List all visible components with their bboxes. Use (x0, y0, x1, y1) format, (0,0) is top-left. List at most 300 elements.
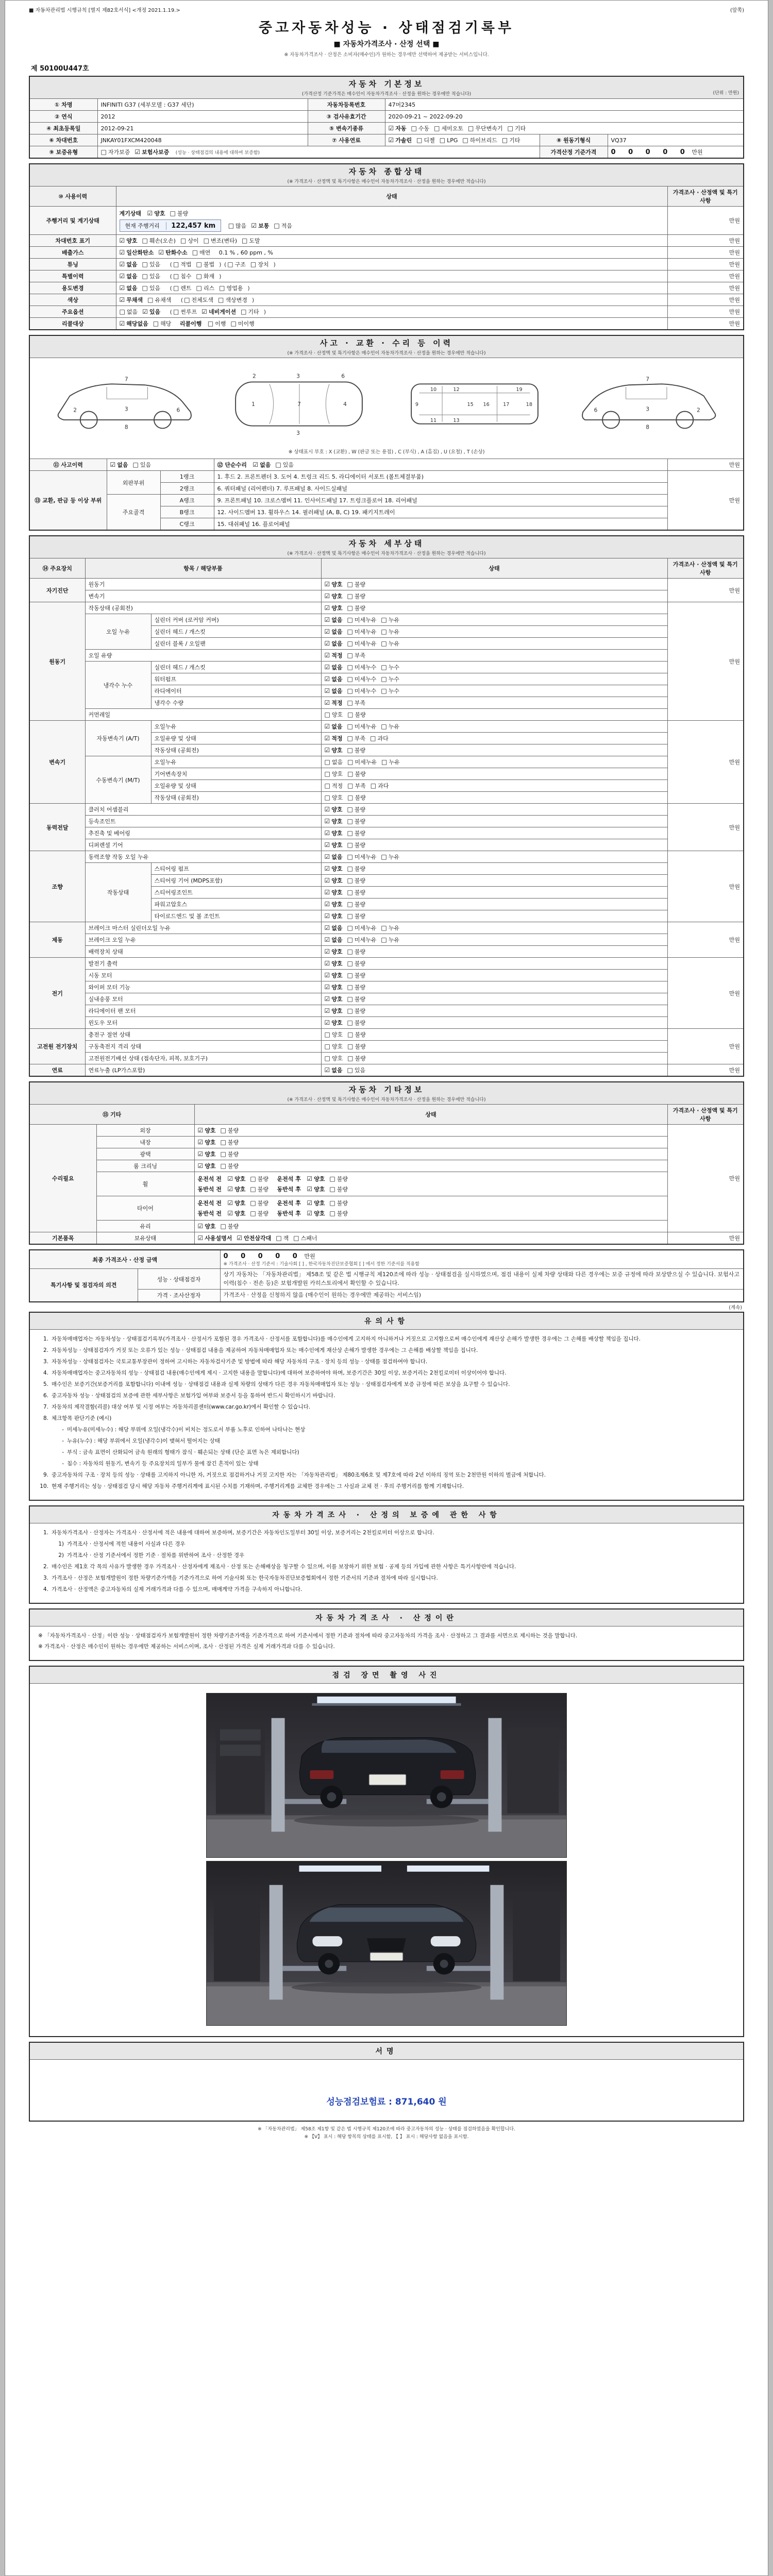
item-label: 내장 (96, 1137, 194, 1148)
checkbox-icon: □ (439, 137, 446, 144)
checkbox-checked[interactable] (120, 319, 148, 328)
checkbox-unchecked[interactable] (347, 663, 377, 671)
checkbox-label: 불량 (354, 581, 366, 588)
checkbox-checked[interactable] (120, 260, 138, 268)
checkbox-checked[interactable] (325, 580, 343, 588)
checkbox-unchecked[interactable] (347, 782, 366, 790)
checkbox-unchecked[interactable] (325, 782, 343, 790)
checkbox-checked[interactable] (198, 1126, 216, 1134)
price-cell: 만원 (667, 851, 744, 922)
checkbox-unchecked[interactable] (275, 461, 294, 469)
checkbox-icon: ☑ (119, 261, 125, 268)
checkbox-checked[interactable] (201, 308, 236, 316)
checkbox-label: 불량 (257, 1210, 268, 1217)
checkbox-unchecked[interactable] (250, 1175, 268, 1183)
checkbox-label: 불량 (354, 972, 366, 979)
checkbox-unchecked[interactable] (347, 639, 377, 648)
checkbox-checked[interactable] (307, 1185, 325, 1193)
checkbox-unchecked[interactable] (411, 124, 430, 132)
checkbox-checked[interactable] (325, 912, 343, 920)
checkbox-label: 적정 (331, 700, 343, 706)
checkbox-icon: ☑ (147, 210, 153, 217)
svg-text:6: 6 (341, 372, 345, 380)
checkbox-checked[interactable] (110, 461, 128, 469)
checkbox-checked[interactable] (198, 1222, 216, 1230)
checkbox-unchecked[interactable] (221, 1150, 239, 1158)
checkbox-checked[interactable] (227, 1185, 245, 1193)
checkbox-unchecked[interactable] (219, 284, 243, 292)
item-label: 스티어링조인트 (151, 887, 321, 899)
checkbox-unchecked[interactable] (120, 308, 138, 316)
checkbox-unchecked[interactable] (325, 770, 343, 778)
price-cell: 만원 (667, 804, 744, 851)
checkbox-unchecked[interactable] (381, 924, 399, 932)
checkbox-unchecked[interactable] (347, 1019, 366, 1027)
checkbox-checked[interactable] (158, 248, 187, 257)
checkbox-icon: □ (180, 237, 187, 244)
checkbox-checked[interactable] (120, 272, 138, 280)
checkbox-icon: ☑ (227, 1175, 233, 1182)
checkbox-label: 잭 (283, 1235, 289, 1242)
checkbox-label: 없음 (331, 1067, 343, 1074)
checkbox-checked[interactable] (325, 983, 343, 991)
price-cell: 만원 (667, 318, 744, 330)
checkbox-icon: □ (381, 687, 387, 694)
checkbox-icon: □ (347, 770, 354, 777)
checkbox-checked[interactable] (325, 853, 343, 861)
svg-text:9: 9 (415, 401, 418, 408)
checkbox-label: 없음 (126, 309, 138, 315)
checkbox-unchecked[interactable] (347, 888, 366, 896)
checkbox-unchecked[interactable] (173, 272, 192, 280)
checkbox-unchecked[interactable] (381, 853, 399, 861)
checkbox-unchecked[interactable] (250, 1199, 268, 1207)
checkbox-unchecked[interactable] (242, 236, 260, 245)
checkbox-checked[interactable] (389, 124, 407, 132)
checkbox-checked[interactable] (142, 308, 160, 316)
checkbox-checked[interactable] (389, 136, 412, 144)
checkbox-label: 영업용 (226, 285, 243, 292)
checkbox-icon: □ (250, 261, 257, 268)
checkbox-unchecked[interactable] (208, 319, 226, 328)
checkbox-icon: ☑ (324, 877, 330, 884)
checkbox-checked[interactable] (135, 148, 169, 156)
checkbox-icon: □ (347, 889, 353, 896)
checkbox-checked[interactable] (325, 699, 343, 707)
checkbox-checked[interactable] (325, 959, 343, 968)
checkbox-unchecked[interactable] (329, 1175, 348, 1183)
checkbox-unchecked[interactable] (347, 687, 377, 695)
accident-history-options (107, 459, 214, 471)
checkbox-unchecked[interactable] (347, 758, 377, 766)
rank2-parts: 6. 쿼터패널 (리어펜더) 7. 루프패널 8. 사이드실패널 (214, 483, 667, 495)
footnote-line: ※ 【V】 표시 : 해당 항목의 상태를 표시함, 【 】 표시 : 해당사항 없음을 표시함. (304, 2134, 469, 2140)
notice-box: 유의사항 1. 자동차매매업자는 자동차성능 · 상태점검기록부(가격조사 · 산정서가 포함된 경우 가격조사 · 산정서를 포함합니다)를 매수인에게 고지하지 아니하거나 거짓으로 고지함으로써 매수인에게 재산상 손해가 발생한 경우에는 그 손해를 배상할 책임을 집니다. 2. 자동차성능 · 상태점검자가 거짓 또는 오류가 있는 성능 · 상태점검 내용을 제공하여 자동차매매업자 또는 매수인에게 재산상 손해가 발생한 경우에는 그 손해를 배상할 책임을 집니다. 3. 자동차성능 · 상태점검자는 국토교통부장관이 정하여 고시하는 자동차검사기준 및 방법에 따라 해당 자동차의 구조 · 장치 등의 성능 · 상태를 점검하여야 합니다. 4. 자동차매매업자는 중고자동차의 성능 · 상태점검 내용(매수인에게 제시 · 고지한 내용을 말합니다)에 대하여 보증하여야 하며, 보증기간은 30일 이상, 보증거리는 2천킬로미터 이상이어야 합니다. 5. 매수인은 보증기간(보증거리를 포함합니다) 이내에 성능 · 상태점검 내용과 실제 차량의 상태가 다른 경우 자동차매매업자 또는 성능 · 상태점검자에게 보증 규정에 따른 보상을 요구할 수 있습니다. 6. 중고자동차 성능 · 상태점검의 보증에 관한 세부사항은 보험가입 여부와 보증서 등을 통하여 반드시 확인하시기 바랍니다. 7. 자동차의 제작결함(리콜) 대상 여부 및 시정 여부는 자동차리콜센터(www.car.go.kr)에서 확인할 수 있습니다. 8. 체크항목 판단기준 (예시) - 미세누유(미세누수) : 해당 부위에 오일(냉각수)이 비치는 정도로서 부품 노후로 인하여 나타나는 현상 - 누유(누수) : 해당 부위에서 오일(냉각수)이 맺혀서 떨어지는 상태 - 부식 : 금속 표면이 산화되어 금속 원래의 형태가 잠식 · 훼손되는 상태 (단순 표면 녹은 제외합니다) - 침수 : 자동차의 원동기, 변속기 등 주요장치의 일부가 물에 잠긴 흔적이 있는 상태 9. 중고자동차의 구조 · 장치 등의 성능 · 상태를 고지하지 아니한 자, 거짓으로 점검하거나 거짓 고지한 자는 「자동차관리법」 제80조제6호 및 제7호에 따라 2년 이하의 징역 또는 2천만원 이하의 벌금에 처합니다. 10. 현재 주행거리는 성능 · 상태점검 당시 해당 자동차 주행거리계에 표시된 수치를 기재하며, 주행거리계를 교체한 경우에는 그 사실과 교체 전 · 후의 주행거리를 함께 기재합니다. (29, 1312, 744, 1501)
checkbox-unchecked[interactable] (221, 1162, 239, 1170)
checkbox-checked[interactable] (120, 248, 154, 257)
checkbox-label: 양호 (205, 1223, 216, 1230)
checkbox-checked[interactable] (325, 1066, 343, 1074)
outer-panel-label: 외판부위 (107, 471, 160, 495)
svg-text:3: 3 (296, 372, 300, 380)
checkbox-label: 누유 (388, 617, 399, 623)
checkbox-unchecked[interactable] (347, 912, 366, 920)
checkbox-unchecked[interactable] (133, 461, 152, 469)
item-options (321, 1017, 667, 1029)
checkbox-unchecked[interactable] (347, 746, 366, 754)
checkbox-label: 미세누수 (354, 676, 377, 683)
checkbox-unchecked[interactable] (370, 734, 389, 742)
checkbox-unchecked[interactable] (347, 628, 377, 636)
checkbox-label: 불량 (355, 1055, 366, 1062)
checkbox-unchecked[interactable] (228, 222, 247, 230)
checkbox-icon: □ (381, 853, 387, 860)
checkbox-label: 불량 (227, 1127, 239, 1134)
checkbox-unchecked[interactable] (347, 770, 366, 778)
checkbox-unchecked[interactable] (347, 580, 366, 588)
checkbox-unchecked[interactable] (325, 1042, 343, 1050)
checkbox-checked[interactable] (325, 947, 343, 956)
notice-subitem: 부식 : 금속 표면이 산화되어 금속 원래의 형태가 잠식 · 훼손되는 상태 (단순 표면 녹은 제외합니다) (67, 1449, 299, 1455)
checkbox-unchecked[interactable] (347, 841, 366, 849)
checkbox-unchecked[interactable] (381, 628, 399, 636)
checkbox-icon: ☑ (227, 1210, 233, 1217)
checkbox-icon: ☑ (251, 222, 257, 229)
checkbox-label: 유채색 (155, 297, 172, 303)
checkbox-icon: ☑ (119, 284, 125, 292)
checkbox-checked[interactable] (325, 651, 343, 659)
checkbox-unchecked[interactable] (180, 236, 199, 245)
wheel-label: 휠 (96, 1172, 194, 1196)
checkbox-checked[interactable] (120, 284, 138, 292)
checkbox-unchecked[interactable] (227, 260, 246, 268)
checkbox-icon: ☑ (324, 664, 330, 671)
checkbox-unchecked[interactable] (196, 260, 215, 268)
checkbox-unchecked[interactable] (347, 995, 366, 1003)
checkbox-unchecked[interactable] (250, 260, 269, 268)
checkbox-unchecked[interactable] (381, 936, 399, 944)
item-options (321, 851, 667, 863)
checkbox-icon: ☑ (324, 924, 330, 931)
emission-options (120, 248, 215, 257)
checkbox-checked[interactable] (325, 663, 343, 671)
price-cell: 만원 (667, 958, 744, 1029)
checkbox-unchecked[interactable] (381, 675, 399, 683)
checkbox-unchecked[interactable] (325, 793, 343, 802)
checkbox-unchecked[interactable] (173, 308, 197, 316)
checkbox-unchecked[interactable] (371, 782, 389, 790)
detail-section-note: (※ 가격조사 · 산정액 및 특기사항은 매수인이 자동차가격조사 · 산정을 원하는 경우에만 적습니다) (287, 551, 486, 556)
checkbox-icon: ☑ (197, 1139, 204, 1146)
checkbox-unchecked[interactable] (347, 900, 366, 908)
checkbox-unchecked[interactable] (221, 1138, 239, 1146)
checkbox-unchecked[interactable] (347, 829, 366, 837)
checkbox-checked[interactable] (325, 746, 343, 754)
fuel-options (385, 134, 540, 146)
item-options (321, 922, 667, 934)
checkbox-icon: □ (329, 1210, 335, 1217)
checkbox-unchecked[interactable] (347, 734, 366, 742)
definition-line: ※ 가격조사 · 산정은 매수인이 원하는 경우에만 제공하는 서비스이며, 조사 · 산정된 가격은 실제 거래가격과 다를 수 있습니다. (38, 1643, 335, 1650)
checkbox-unchecked[interactable] (468, 124, 502, 132)
checkbox-unchecked[interactable] (347, 699, 366, 707)
checkbox-unchecked[interactable] (325, 758, 343, 766)
item-label: 작동상태 (공회전) (151, 744, 321, 756)
checkbox-unchecked[interactable] (276, 1234, 289, 1242)
checkbox-unchecked[interactable] (142, 236, 176, 245)
checkbox-label: 불량 (227, 1163, 239, 1170)
color-sub-options (181, 296, 254, 304)
checkbox-unchecked[interactable] (231, 319, 255, 328)
checkbox-icon: □ (250, 1175, 256, 1182)
checkbox-unchecked[interactable] (347, 865, 366, 873)
checkbox-unchecked[interactable] (274, 222, 292, 230)
checkbox-checked[interactable] (325, 1019, 343, 1027)
checkbox-icon: □ (241, 308, 247, 315)
checkbox-unchecked[interactable] (221, 1126, 239, 1134)
checkbox-unchecked[interactable] (502, 136, 520, 144)
checkbox-unchecked[interactable] (347, 924, 377, 932)
overall-condition-table (29, 163, 744, 330)
checkbox-checked[interactable] (325, 900, 343, 908)
checkbox-checked[interactable] (227, 1175, 245, 1183)
checkbox-unchecked[interactable] (507, 124, 526, 132)
item-label: 스티어링 펌프 (151, 863, 321, 875)
checkbox-unchecked[interactable] (347, 710, 366, 719)
checkbox-checked[interactable] (325, 971, 343, 979)
checkbox-icon: ☑ (324, 604, 330, 612)
checkbox-checked[interactable] (325, 865, 343, 873)
checkbox-unchecked[interactable] (347, 793, 366, 802)
checkbox-checked[interactable] (325, 888, 343, 896)
checkbox-unchecked[interactable] (347, 817, 366, 825)
engine-type-label: ⑧ 원동기형식 (540, 134, 608, 146)
car-name-label: ① 차명 (29, 99, 97, 111)
checkbox-checked[interactable] (325, 805, 343, 814)
checkbox-unchecked[interactable] (147, 296, 171, 304)
checkbox-checked[interactable] (307, 1175, 325, 1183)
checkbox-icon: □ (411, 125, 417, 132)
column-price: 가격조사 · 산정액 및 특기사항 (667, 1105, 744, 1125)
checkbox-checked[interactable] (237, 1234, 271, 1242)
reg-no-label: 자동차등록번호 (308, 99, 385, 111)
checkbox-unchecked[interactable] (329, 1199, 348, 1207)
checkbox-checked[interactable] (120, 296, 143, 304)
checkbox-label: 없음 (331, 664, 343, 671)
checkbox-label: 적정 (331, 735, 343, 742)
checkbox-checked[interactable] (147, 209, 165, 217)
checkbox-checked[interactable] (325, 876, 343, 885)
checkbox-unchecked[interactable] (347, 959, 366, 968)
checkbox-unchecked[interactable] (153, 319, 172, 328)
checkbox-unchecked[interactable] (381, 663, 399, 671)
checkbox-icon: □ (381, 758, 388, 766)
checkbox-icon: □ (220, 1162, 226, 1170)
checkbox-unchecked[interactable] (192, 248, 211, 257)
checkbox-label: 양호 (331, 1043, 343, 1050)
checkbox-checked[interactable] (198, 1234, 232, 1242)
checkbox-unchecked[interactable] (293, 1234, 317, 1242)
tire-rl-options (307, 1199, 352, 1207)
checkbox-checked[interactable] (325, 592, 343, 600)
checkbox-checked[interactable] (227, 1209, 245, 1217)
checkbox-label: 불량 (354, 830, 366, 837)
checkbox-checked[interactable] (325, 722, 343, 731)
checkbox-unchecked[interactable] (142, 260, 161, 268)
checkbox-unchecked[interactable] (434, 124, 463, 132)
checkbox-checked[interactable] (325, 1007, 343, 1015)
checkbox-icon: □ (347, 723, 353, 730)
checkbox-unchecked[interactable] (204, 236, 237, 245)
svg-text:13: 13 (452, 417, 460, 423)
checkbox-unchecked[interactable] (250, 1209, 268, 1217)
checkbox-label: 부족 (354, 652, 366, 659)
checkbox-unchecked[interactable] (142, 284, 161, 292)
checkbox-icon: ☑ (197, 1234, 204, 1242)
checkbox-label: 수동 (418, 125, 430, 132)
checkbox-checked[interactable] (325, 639, 343, 648)
checkbox-unchecked[interactable] (381, 758, 400, 766)
checkbox-unchecked[interactable] (381, 639, 399, 648)
svg-text:18: 18 (526, 401, 532, 408)
item-options (321, 993, 667, 1005)
checkbox-label: 전체도색 (191, 297, 214, 303)
checkbox-checked[interactable] (325, 675, 343, 683)
item-label: 광택 (96, 1148, 194, 1160)
final-price-unit: 만원 (304, 1253, 315, 1260)
checkbox-unchecked[interactable] (170, 209, 189, 217)
item-label: 실린더 커버 (로커암 커버) (151, 614, 321, 626)
checkbox-checked[interactable] (198, 1150, 216, 1158)
checkbox-unchecked[interactable] (184, 296, 213, 304)
checkbox-unchecked[interactable] (329, 1185, 348, 1193)
checkbox-unchecked[interactable] (241, 308, 259, 316)
checkbox-unchecked[interactable] (347, 616, 377, 624)
checkbox-checked[interactable] (253, 461, 271, 469)
svg-text:6: 6 (594, 406, 597, 414)
checkbox-unchecked[interactable] (347, 947, 366, 956)
checkbox-unchecked[interactable] (381, 616, 399, 624)
checkbox-checked[interactable] (325, 829, 343, 837)
checkbox-unchecked[interactable] (347, 936, 377, 944)
checkbox-checked[interactable] (325, 924, 343, 932)
item-label: 동력조향 작동 오일 누유 (85, 851, 321, 863)
checkbox-unchecked[interactable] (347, 1030, 366, 1039)
checkbox-unchecked[interactable] (347, 1054, 366, 1062)
checkbox-checked[interactable] (198, 1138, 216, 1146)
checkbox-checked[interactable] (325, 616, 343, 624)
checkbox-label: 미세누수 (354, 688, 377, 694)
checkbox-unchecked[interactable] (325, 1054, 343, 1062)
checkbox-checked[interactable] (307, 1209, 325, 1217)
checkbox-unchecked[interactable] (101, 148, 130, 156)
checkbox-unchecked[interactable] (250, 1185, 268, 1193)
checkbox-checked[interactable] (325, 936, 343, 944)
item-label: 작동상태 (공회전) (151, 792, 321, 804)
checkbox-unchecked[interactable] (462, 136, 497, 144)
checkbox-icon: □ (119, 308, 125, 315)
checkbox-unchecked[interactable] (347, 1042, 366, 1050)
checkbox-checked[interactable] (251, 222, 269, 230)
checkbox-icon: □ (250, 1199, 256, 1207)
final-price-digits: 0 0 0 0 0 (223, 1252, 303, 1260)
checkbox-unchecked[interactable] (347, 651, 366, 659)
checkbox-unchecked[interactable] (416, 136, 435, 144)
checkbox-unchecked[interactable] (142, 272, 161, 280)
item-options (321, 756, 667, 768)
checkbox-label: 불량 (227, 1139, 239, 1146)
checkbox-label: 양호 (205, 1139, 216, 1146)
checkbox-checked[interactable] (120, 236, 138, 245)
svg-text:8: 8 (645, 423, 649, 431)
checkbox-unchecked[interactable] (347, 1066, 366, 1074)
checkbox-unchecked[interactable] (325, 710, 343, 719)
checkbox-unchecked[interactable] (196, 272, 215, 280)
checkbox-label: 무단변속기 (475, 125, 503, 132)
checkbox-checked[interactable] (325, 817, 343, 825)
checkbox-checked[interactable] (325, 687, 343, 695)
checkbox-unchecked[interactable] (347, 722, 377, 731)
checkbox-unchecked[interactable] (347, 592, 366, 600)
checkbox-icon: □ (347, 1031, 354, 1038)
notice-subitem: 누유(누수) : 해당 부위에서 오일(냉각수)이 맺혀서 떨어지는 상태 (67, 1437, 220, 1444)
checkbox-icon: □ (324, 794, 330, 801)
checkbox-label: 해당없음 (126, 320, 148, 327)
checkbox-label: 양호 (331, 889, 343, 896)
checkbox-unchecked[interactable] (196, 284, 215, 292)
checkbox-icon: ☑ (135, 148, 141, 156)
checkbox-checked[interactable] (307, 1199, 325, 1207)
rankA-label: A랭크 (160, 495, 214, 506)
checkbox-checked[interactable] (198, 1162, 216, 1170)
checkbox-unchecked[interactable] (329, 1209, 348, 1217)
checkbox-unchecked[interactable] (347, 1007, 366, 1015)
checkbox-checked[interactable] (325, 628, 343, 636)
checkbox-label: 많음 (236, 223, 247, 229)
etc-section-note: (※ 가격조사 · 산정액 및 특기사항은 매수인이 자동차가격조사 · 산정을 원하는 경우에만 적습니다) (287, 1097, 486, 1103)
final-price-value (220, 1250, 744, 1269)
detail-section-title: 자동차 세부상태 (348, 539, 425, 548)
checkbox-unchecked[interactable] (381, 687, 399, 695)
checkbox-icon: □ (242, 237, 248, 244)
checkbox-label: 적정 (331, 652, 343, 659)
checkbox-unchecked[interactable] (347, 853, 377, 861)
checkbox-unchecked[interactable] (347, 876, 366, 885)
checkbox-unchecked[interactable] (381, 722, 399, 731)
checkbox-unchecked[interactable] (347, 805, 366, 814)
position-label: 동반석 후 (277, 1186, 301, 1193)
checkbox-unchecked[interactable] (347, 971, 366, 979)
checkbox-unchecked[interactable] (218, 296, 247, 304)
checkbox-unchecked[interactable] (173, 260, 192, 268)
checkbox-unchecked[interactable] (221, 1222, 239, 1230)
checkbox-unchecked[interactable] (347, 983, 366, 991)
checkbox-unchecked[interactable] (440, 137, 458, 144)
checkbox-checked[interactable] (325, 841, 343, 849)
checkbox-unchecked[interactable] (173, 284, 192, 292)
checkbox-checked[interactable] (325, 995, 343, 1003)
checkbox-checked[interactable] (325, 734, 343, 742)
checkbox-checked[interactable] (325, 604, 343, 612)
checkbox-label: 불량 (354, 806, 366, 813)
checkbox-label: 양호 (331, 866, 343, 872)
device-steering: 조향 (29, 851, 85, 922)
checkbox-unchecked[interactable] (325, 1030, 343, 1039)
checkbox-checked[interactable] (227, 1199, 245, 1207)
rankC-label: C랭크 (160, 518, 214, 531)
checkbox-unchecked[interactable] (347, 675, 377, 683)
checkbox-unchecked[interactable] (347, 604, 366, 612)
